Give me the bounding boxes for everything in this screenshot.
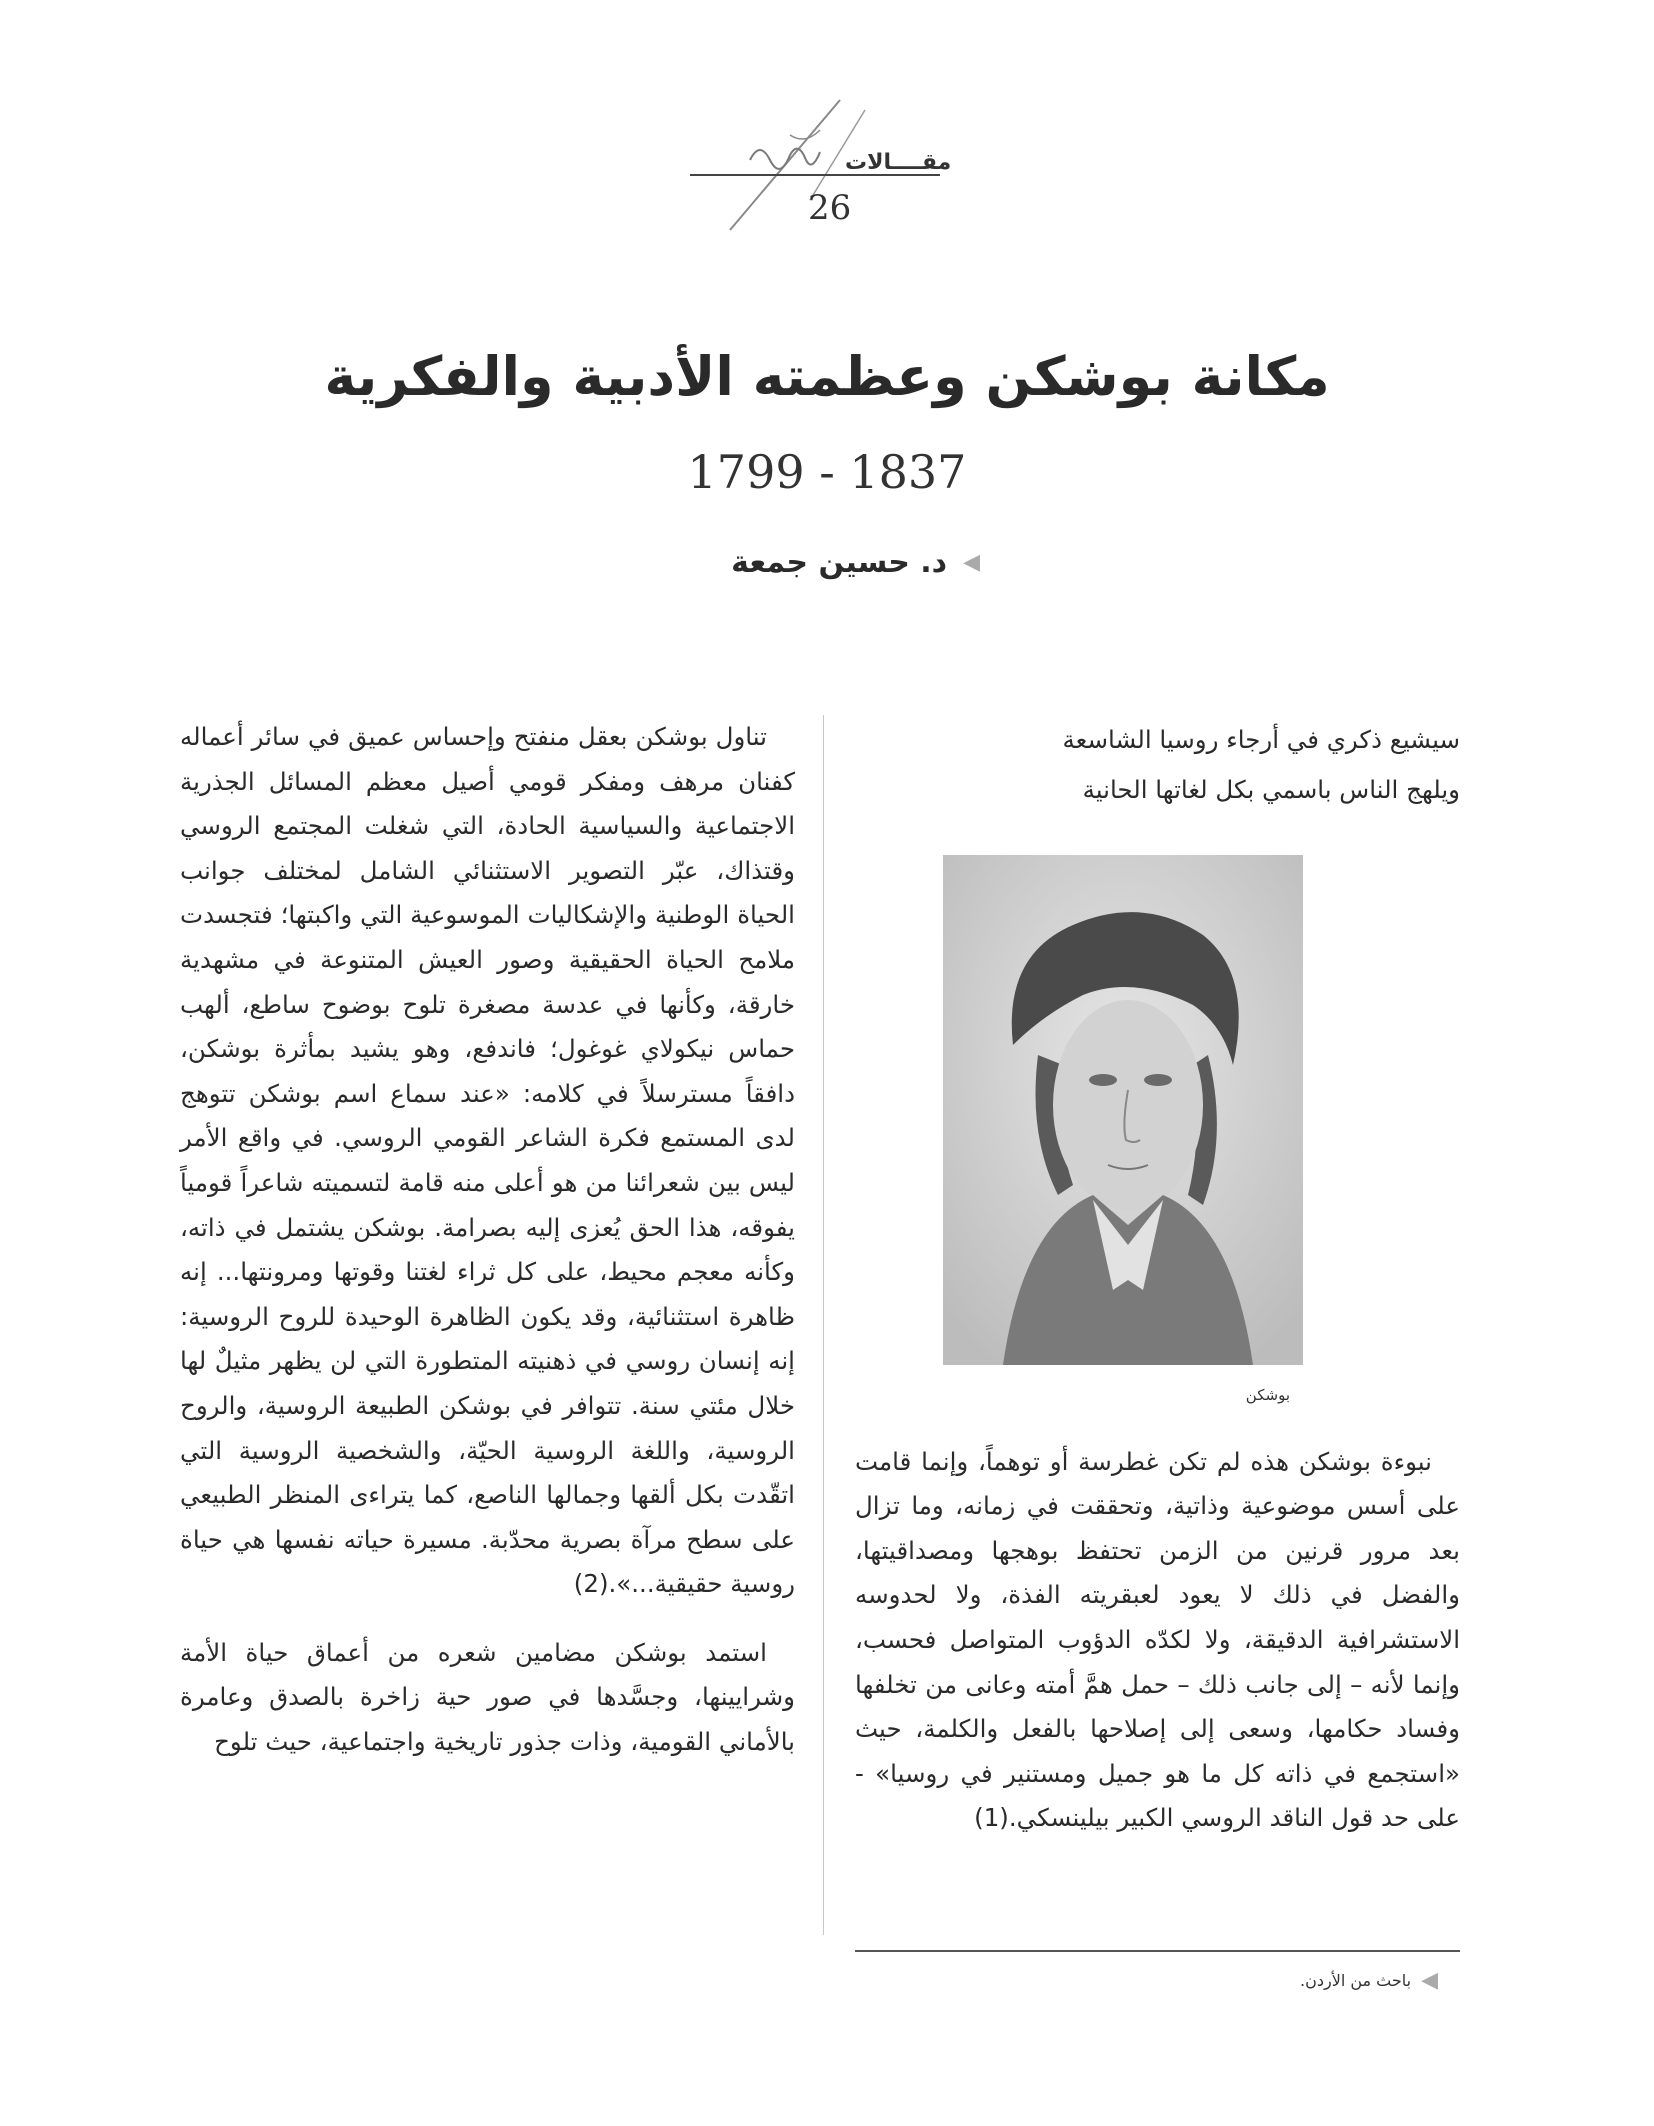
section-label: مقــــالات	[845, 150, 952, 175]
verse-line-1: سيشيع ذكري في أرجاء روسيا الشاسعة	[1062, 725, 1460, 754]
author-name: د. حسين جمعة	[731, 545, 948, 580]
left-paragraph-2: استمد بوشكن مضامين شعره من أعماق حياة الأمة وشرايينها، وجسَّدها في صور حية زاخرة بالصدق وعامرة بالأماني القومية، وذات جذور تاريخية واجتماعية، حيث تلوح	[180, 1637, 795, 1757]
portrait-image	[943, 855, 1303, 1365]
footnote-text: باحث من الأردن.	[1300, 1971, 1412, 1990]
pushkin-portrait	[943, 855, 1303, 1365]
right-paragraph-1: نبوءة بوشكن هذه لم تكن غطرسة أو توهماً، وإنما قامت على أسس موضوعية وذاتية، وتحققت في زمانه، وما تزال بعد مرور قرنين من الزمن تحتفظ بوهجها ومصداقيتها، والفضل في ذلك لا يعود لعبقريته الفذة، ولا لحدوسه الاستشرافية الدقيقة، ولا لكدّه الدؤوب المتواصل فحسب، وإنما لأنه – إلى جانب ذلك – حمل همَّ أمته وعانى من تخلفها وفساد حكامها، وسعى إلى إصلاحها بالفعل والكلمة، حيث «استجمع في ذاته كل ما هو جميل ومستنير في روسيا» - على حد قول الناقد الروسي الكبير بيلينسكي.(1)	[855, 1446, 1460, 1833]
footnote	[1300, 1968, 1438, 1993]
article-author	[690, 545, 980, 580]
portrait-caption: بوشكن	[1245, 1386, 1290, 1404]
column-divider	[823, 715, 824, 1935]
article-title: مكانة بوشكن وعظمته الأدبية والفكرية	[324, 345, 1330, 408]
triangle-left-icon: ◀	[1421, 1968, 1439, 1993]
left-paragraph-1: تناول بوشكن بعقل منفتح وإحساس عميق في سائر أعماله كفنان مرهف ومفكر قومي أصيل معظم المسائل الجذرية الاجتماعية والسياسية الحادة، التي شغلت المجتمع الروسي وقتذاك، عبّر التصوير الاستثنائي الشامل لمختلف جوانب الحياة الوطنية والإشكاليات الموسوعية التي واكبتها؛ فتجسدت ملامح الحياة الحقيقية وصور العيش المتنوعة في مشهدية خارقة، وكأنها في عدسة مصغرة تلوح بوضوح ساطع، ألهب حماس نيكولاي غوغول؛ فاندفع، وهو يشيد بمأثرة بوشكن، دافقاً مسترسلاً في كلامه: «عند سماع اسم بوشكن تتوهج لدى المستمع فكرة الشاعر القومي الروسي. في واقع الأمر ليس بين شعرائنا من هو أعلى منه قامة لتسميته شاعراً قومياً يفوقه، هذا الحق يُعزى إليه بصرامة. بوشكن يشتمل في ذاته، وكأنه معجم محيط، على كل ثراء لغتنا وقوتها ومرونتها... إنه ظاهرة استثنائية، وقد يكون الظاهرة الوحيدة للروح الروسية: إنه إنسان روسي في ذهنيته المتطورة التي لن يظهر مثيلٌ لها خلال مئتي سنة. تتوافر في بوشكن الطبيعة الروسية، والروح الروسية، واللغة الروسية الحيّة، والشخصية الروسية التي اتقّدت بكل ألقها وجمالها الناصع، كما يتراءى المنظر الطبيعي على سطح مرآة بصرية محدّبة. مسيرة حياته نفسها هي حياة روسية حقيقية...».(2)	[180, 722, 795, 1599]
right-column	[855, 715, 1460, 1841]
opening-verse	[855, 715, 1460, 815]
triangle-left-icon: ◀	[963, 550, 980, 575]
article-years: 1799 - 1837	[687, 445, 967, 499]
page-number: 26	[808, 188, 852, 228]
footnote-rule	[855, 1950, 1460, 1952]
verse-line-2: ويلهج الناس باسمي بكل لغاتها الحانية	[1082, 775, 1460, 804]
left-column	[180, 715, 795, 1765]
